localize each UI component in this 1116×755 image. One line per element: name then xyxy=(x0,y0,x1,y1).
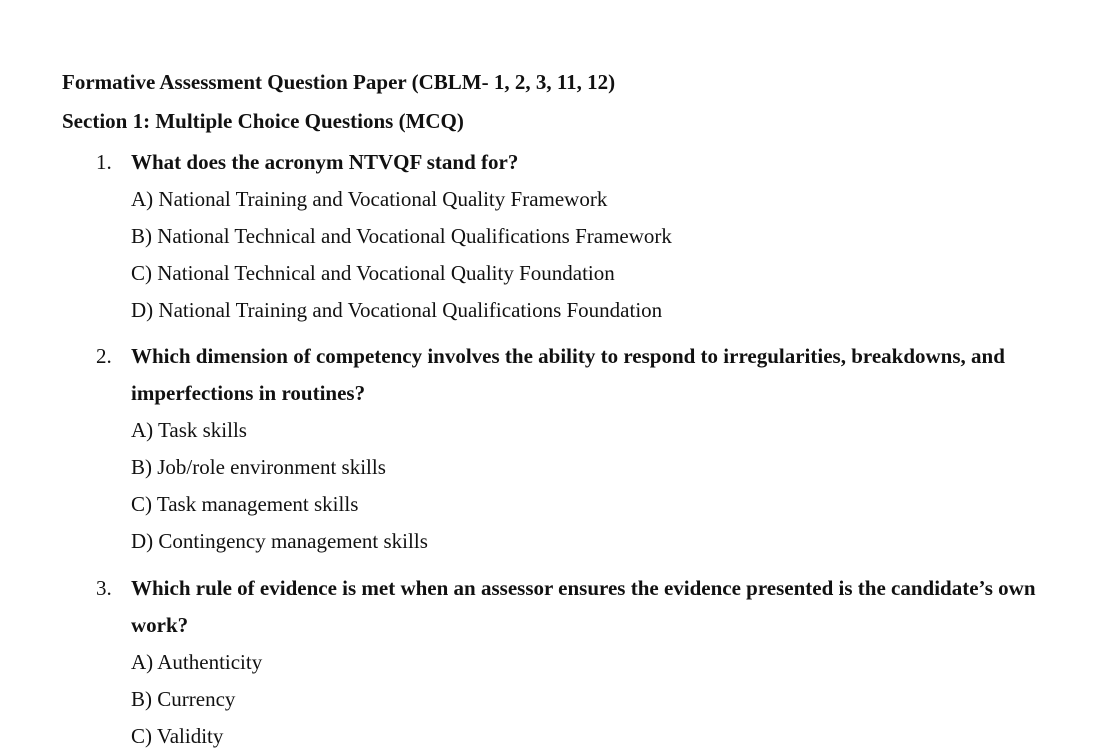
option-a: A) Task skills xyxy=(131,418,247,442)
question-text: What does the acronym NTVQF stand for? xyxy=(131,150,519,174)
option-list xyxy=(131,412,428,560)
option-b: B) Currency xyxy=(131,687,236,711)
option-list xyxy=(131,181,672,329)
document-title: Formative Assessment Question Paper (CBLM- 1, 2, 3, 11, 12) xyxy=(62,70,616,94)
option-c: C) Task management skills xyxy=(131,492,359,516)
question-number: 3. xyxy=(96,576,112,600)
option-d: D) National Training and Vocational Qualifications Foundation xyxy=(131,298,663,322)
option-list xyxy=(131,644,262,755)
section-title: Section 1: Multiple Choice Questions (MCQ) xyxy=(62,109,464,133)
option-b: B) Job/role environment skills xyxy=(131,455,386,479)
option-d: D) Contingency management skills xyxy=(131,529,428,553)
question-text: Which dimension of competency involves the ability to respond to irregularities, breakdowns, and imperfections in routines? xyxy=(131,344,1005,405)
question-text: Which rule of evidence is met when an assessor ensures the evidence presented is the candidate’s own work? xyxy=(131,576,1036,637)
option-b: B) National Technical and Vocational Qualifications Framework xyxy=(131,224,672,248)
option-a: A) National Training and Vocational Quality Framework xyxy=(131,187,608,211)
option-a: A) Authenticity xyxy=(131,650,263,674)
question-number: 2. xyxy=(96,344,112,368)
option-c: C) National Technical and Vocational Quality Foundation xyxy=(131,261,615,285)
question-number: 1. xyxy=(96,150,112,174)
option-c: C) Validity xyxy=(131,724,224,748)
